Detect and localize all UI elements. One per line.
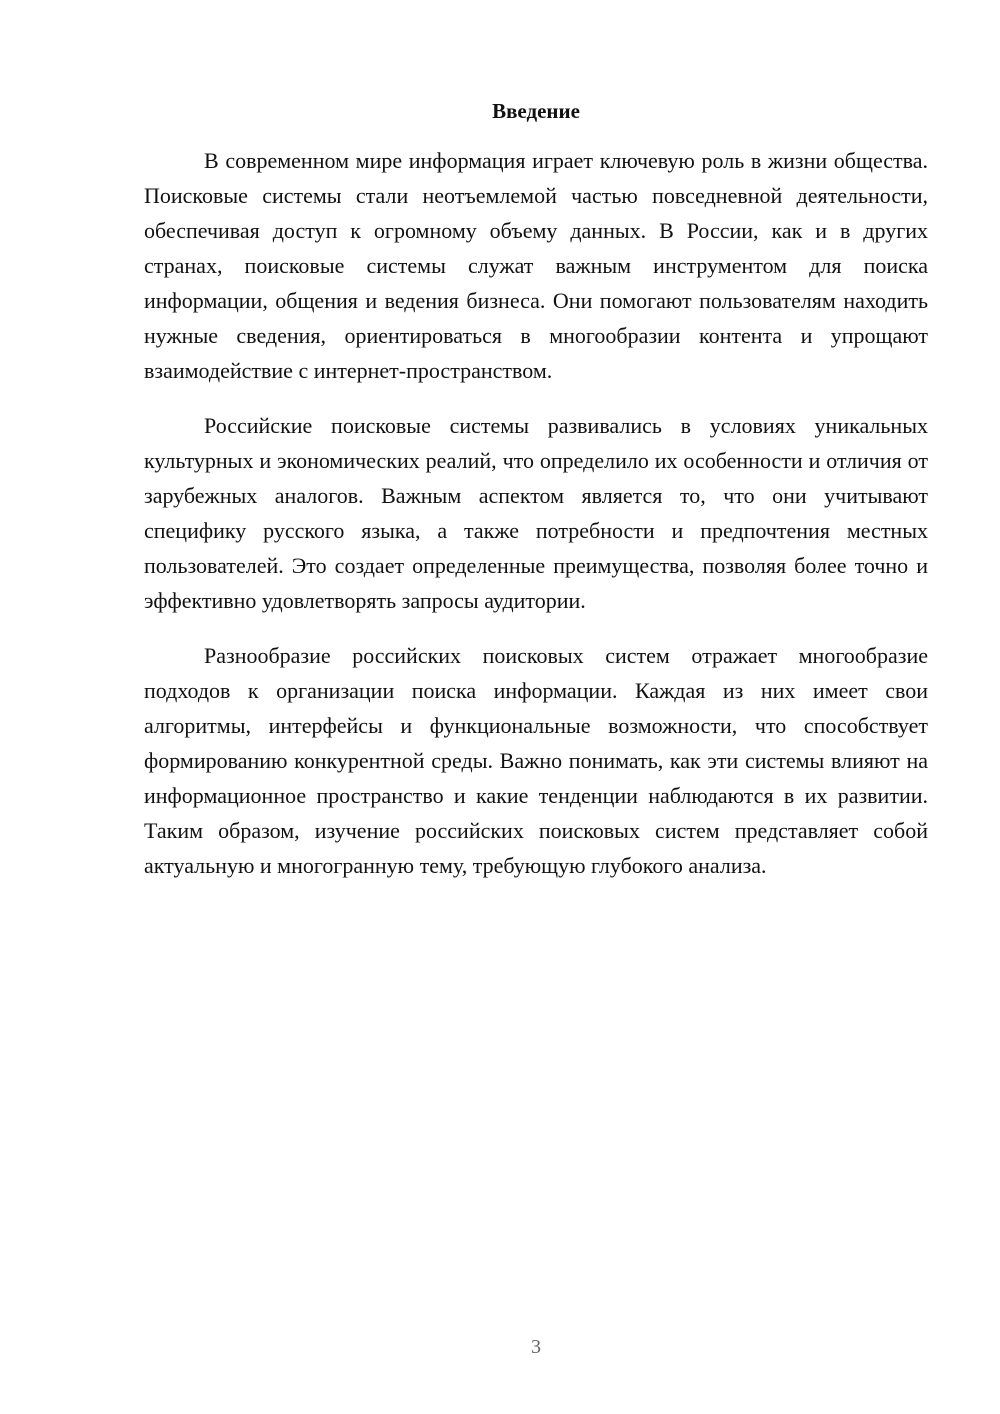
document-body — [144, 143, 928, 903]
paragraph: Разнообразие российских поисковых систем отражает многообразие подходов к организации поиска информации. Каждая из них имеет свои алгоритмы, интерфейсы и функциональные возможности, что способствует формированию конкурентной среды. Важно понимать, как эти системы влияют на информационное пространство и какие тенденции наблюдаются в их развитии. Таким образом, изучение российских поисковых систем представляет собой актуальную и многогранную тему, требующую глубокого анализа. — [144, 643, 928, 878]
page-number: 3 — [531, 1336, 541, 1358]
section-heading: Введение — [492, 99, 580, 123]
paragraph: В современном мире информация играет ключевую роль в жизни общества. Поисковые системы стали неотъемлемой частью повседневной деятельности, обеспечивая доступ к огромному объему данных. В России, как и в других странах, поисковые системы служат важным инструментом для поиска информации, общения и ведения бизнеса. Они помогают пользователям находить нужные сведения, ориентироваться в многообразии контента и упрощают взаимодействие с интернет-пространством. — [144, 148, 928, 383]
paragraph: Российские поисковые системы развивались в условиях уникальных культурных и экономических реалий, что определило их особенности и отличия от зарубежных аналогов. Важным аспектом является то, что они учитывают специфику русского языка, а также потребности и предпочтения местных пользователей. Это создает определенные преимущества, позволяя более точно и эффективно удовлетворять запросы аудитории. — [144, 413, 928, 613]
